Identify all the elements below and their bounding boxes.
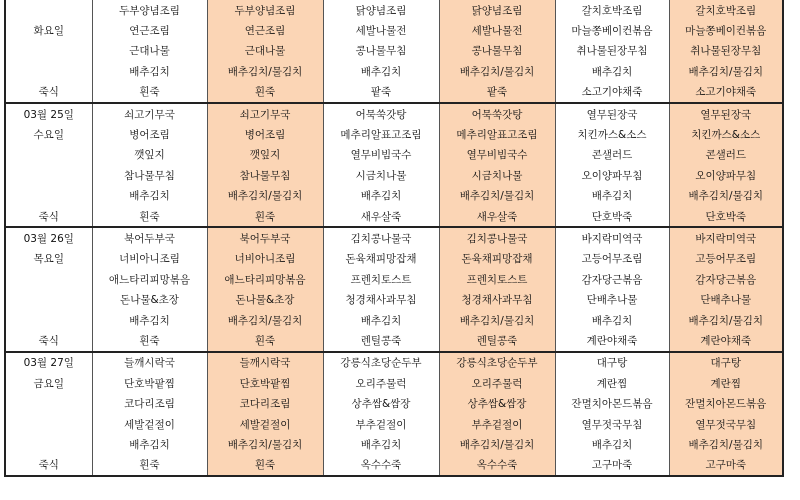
dinner-alt-menu-item: 고등어무조림 <box>669 249 783 269</box>
breakfast-alt-menu-item: 흰죽 <box>207 206 323 227</box>
weekday-label: 금요일 <box>5 373 92 393</box>
day-cell-blank <box>5 165 92 185</box>
lunch-alt-menu-item: 열무비빔국수 <box>439 145 555 165</box>
breakfast-alt-menu-item: 너비아니조림 <box>207 249 323 269</box>
dinner-menu-item: 배추김치 <box>555 186 669 206</box>
menu-row <box>5 414 783 434</box>
breakfast-menu-item: 배추김치 <box>92 434 207 454</box>
breakfast-alt-menu-item: 배추김치/물김치 <box>207 434 323 454</box>
dinner-alt-menu-item: 취나물된장무침 <box>669 41 783 61</box>
dinner-alt-menu-item: 갈치호박조림 <box>669 0 783 20</box>
menu-row <box>5 249 783 269</box>
breakfast-menu-item: 배추김치 <box>92 310 207 330</box>
lunch-alt-menu-item: 어묵쑥갓탕 <box>439 103 555 124</box>
breakfast-alt-menu-item: 들깨시락국 <box>207 352 323 373</box>
dinner-alt-menu-item: 치킨까스&소스 <box>669 124 783 144</box>
menu-row <box>5 269 783 289</box>
dinner-alt-menu-item: 콘샐러드 <box>669 145 783 165</box>
lunch-alt-menu-item: 닭양념조림 <box>439 0 555 20</box>
breakfast-alt-menu-item: 코다리조림 <box>207 393 323 413</box>
lunch-menu-item: 강릉식초당순두부 <box>323 352 439 373</box>
dinner-menu-item: 열무젓국무침 <box>555 414 669 434</box>
breakfast-alt-menu-item: 단호박팥찜 <box>207 373 323 393</box>
lunch-menu-item: 세발나물전 <box>323 20 439 40</box>
lunch-menu-item: 어묵쑥갓탕 <box>323 103 439 124</box>
lunch-menu-item: 배추김치 <box>323 310 439 330</box>
date-label: 03월 26일 <box>5 227 92 248</box>
breakfast-alt-menu-item: 연근조림 <box>207 20 323 40</box>
porridge-label: 죽식 <box>5 330 92 351</box>
weekday-label: 수요일 <box>5 124 92 144</box>
menu-row <box>5 434 783 454</box>
date-label: 03월 25일 <box>5 103 92 124</box>
lunch-alt-menu-item: 세발나물전 <box>439 20 555 40</box>
dinner-alt-menu-item: 오이양파무침 <box>669 165 783 185</box>
lunch-menu-item: 돈육채피망잡채 <box>323 249 439 269</box>
menu-row <box>5 165 783 185</box>
breakfast-alt-menu-item: 배추김치/물김치 <box>207 186 323 206</box>
lunch-alt-menu-item: 강릉식초당순두부 <box>439 352 555 373</box>
dinner-alt-menu-item: 단호박죽 <box>669 206 783 227</box>
dinner-menu-item: 콘샐러드 <box>555 145 669 165</box>
menu-row <box>5 41 783 61</box>
breakfast-menu-item: 애느타리피망볶음 <box>92 269 207 289</box>
menu-row <box>5 206 783 227</box>
dinner-menu-item: 마늘쫑베이컨볶음 <box>555 20 669 40</box>
lunch-alt-menu-item: 김치콩나물국 <box>439 227 555 248</box>
lunch-alt-menu-item: 렌틸콩죽 <box>439 330 555 351</box>
menu-row <box>5 124 783 144</box>
dinner-alt-menu-item: 열무젓국무침 <box>669 414 783 434</box>
dinner-menu-item: 치킨까스&소스 <box>555 124 669 144</box>
menu-row <box>5 61 783 81</box>
breakfast-menu-item: 들깨시락국 <box>92 352 207 373</box>
lunch-menu-item: 메추리알표고조림 <box>323 124 439 144</box>
dinner-menu-item: 열무된장국 <box>555 103 669 124</box>
menu-row <box>5 393 783 413</box>
menu-row <box>5 352 783 373</box>
breakfast-menu-item: 근대나물 <box>92 41 207 61</box>
lunch-menu-item: 새우살죽 <box>323 206 439 227</box>
dinner-menu-item: 감자당근볶음 <box>555 269 669 289</box>
breakfast-menu-item: 흰죽 <box>92 455 207 476</box>
day-cell-blank <box>5 393 92 413</box>
breakfast-menu-item: 배추김치 <box>92 61 207 81</box>
lunch-menu-item: 배추김치 <box>323 434 439 454</box>
breakfast-menu-item: 흰죽 <box>92 330 207 351</box>
dinner-alt-menu-item: 열무된장국 <box>669 103 783 124</box>
dinner-alt-menu-item: 잔멸치아몬드볶음 <box>669 393 783 413</box>
breakfast-menu-item: 흰죽 <box>92 206 207 227</box>
breakfast-menu-item: 연근조림 <box>92 20 207 40</box>
lunch-alt-menu-item: 배추김치/물김치 <box>439 310 555 330</box>
weekday-label: 화요일 <box>5 20 92 40</box>
lunch-menu-item: 청경채사과무침 <box>323 289 439 309</box>
dinner-menu-item: 소고기야채죽 <box>555 82 669 103</box>
dinner-alt-menu-item: 소고기야채죽 <box>669 82 783 103</box>
dinner-menu-item: 바지락미역국 <box>555 227 669 248</box>
menu-row <box>5 103 783 124</box>
menu-row <box>5 82 783 103</box>
day-cell-blank <box>5 310 92 330</box>
lunch-alt-menu-item: 상추쌈&쌈장 <box>439 393 555 413</box>
dinner-menu-item: 배추김치 <box>555 434 669 454</box>
menu-row <box>5 20 783 40</box>
day-cell-blank <box>5 434 92 454</box>
dinner-menu-item: 잔멸치아몬드볶음 <box>555 393 669 413</box>
breakfast-menu-item: 북어두부국 <box>92 227 207 248</box>
porridge-label: 죽식 <box>5 82 92 103</box>
lunch-alt-menu-item: 부추겉절이 <box>439 414 555 434</box>
lunch-alt-menu-item: 새우살죽 <box>439 206 555 227</box>
menu-row <box>5 186 783 206</box>
dinner-menu-item: 계란야채죽 <box>555 330 669 351</box>
dinner-menu-item: 계란찜 <box>555 373 669 393</box>
lunch-alt-menu-item: 배추김치/물김치 <box>439 61 555 81</box>
breakfast-menu-item: 단호박팥찜 <box>92 373 207 393</box>
menu-row <box>5 373 783 393</box>
dinner-alt-menu-item: 배추김치/물김치 <box>669 434 783 454</box>
breakfast-menu-item: 병어조림 <box>92 124 207 144</box>
menu-row <box>5 0 783 20</box>
dinner-alt-menu-item: 계란야채죽 <box>669 330 783 351</box>
breakfast-alt-menu-item: 배추김치/물김치 <box>207 310 323 330</box>
dinner-alt-menu-item: 감자당근볶음 <box>669 269 783 289</box>
day-cell-blank <box>5 61 92 81</box>
lunch-menu-item: 배추김치 <box>323 186 439 206</box>
breakfast-menu-item: 참나물무침 <box>92 165 207 185</box>
dinner-menu-item: 단호박죽 <box>555 206 669 227</box>
lunch-menu-item: 콩나물무침 <box>323 41 439 61</box>
menu-row <box>5 455 783 476</box>
dinner-alt-menu-item: 고구마죽 <box>669 455 783 476</box>
breakfast-alt-menu-item: 흰죽 <box>207 82 323 103</box>
lunch-menu-item: 옥수수죽 <box>323 455 439 476</box>
day-cell-blank <box>5 145 92 165</box>
dinner-alt-menu-item: 마늘쫑베이컨볶음 <box>669 20 783 40</box>
breakfast-alt-menu-item: 애느타리피망볶음 <box>207 269 323 289</box>
day-cell-blank <box>5 0 92 20</box>
menu-row <box>5 227 783 248</box>
dinner-alt-menu-item: 배추김치/물김치 <box>669 61 783 81</box>
lunch-menu-item: 시금치나물 <box>323 165 439 185</box>
day-cell-blank <box>5 186 92 206</box>
menu-row <box>5 289 783 309</box>
weekly-menu-table <box>4 0 784 477</box>
dinner-menu-item: 배추김치 <box>555 61 669 81</box>
breakfast-alt-menu-item: 돈나물&초장 <box>207 289 323 309</box>
lunch-menu-item: 열무비빔국수 <box>323 145 439 165</box>
breakfast-menu-item: 돈나물&초장 <box>92 289 207 309</box>
dinner-menu-item: 취나물된장무침 <box>555 41 669 61</box>
dinner-alt-menu-item: 단배추나물 <box>669 289 783 309</box>
lunch-alt-menu-item: 돈육채피망잡채 <box>439 249 555 269</box>
dinner-menu-item: 단배추나물 <box>555 289 669 309</box>
dinner-menu-item: 오이양파무침 <box>555 165 669 185</box>
dinner-alt-menu-item: 바지락미역국 <box>669 227 783 248</box>
lunch-alt-menu-item: 메추리알표고조림 <box>439 124 555 144</box>
dinner-alt-menu-item: 배추김치/물김치 <box>669 186 783 206</box>
lunch-alt-menu-item: 시금치나물 <box>439 165 555 185</box>
day-cell-blank <box>5 414 92 434</box>
lunch-menu-item: 부추겉절이 <box>323 414 439 434</box>
breakfast-alt-menu-item: 흰죽 <box>207 330 323 351</box>
lunch-alt-menu-item: 콩나물무침 <box>439 41 555 61</box>
day-cell-blank <box>5 289 92 309</box>
lunch-alt-menu-item: 프렌치토스트 <box>439 269 555 289</box>
breakfast-alt-menu-item: 두부양념조림 <box>207 0 323 20</box>
breakfast-menu-item: 배추김치 <box>92 186 207 206</box>
breakfast-alt-menu-item: 근대나물 <box>207 41 323 61</box>
lunch-alt-menu-item: 오리주물럭 <box>439 373 555 393</box>
menu-body <box>5 0 783 476</box>
breakfast-menu-item: 두부양념조림 <box>92 0 207 20</box>
lunch-menu-item: 렌틸콩죽 <box>323 330 439 351</box>
lunch-menu-item: 오리주물럭 <box>323 373 439 393</box>
breakfast-menu-item: 깻잎지 <box>92 145 207 165</box>
weekday-label: 목요일 <box>5 249 92 269</box>
lunch-menu-item: 김치콩나물국 <box>323 227 439 248</box>
breakfast-alt-menu-item: 배추김치/물김치 <box>207 61 323 81</box>
menu-row <box>5 330 783 351</box>
breakfast-alt-menu-item: 쇠고기무국 <box>207 103 323 124</box>
dinner-menu-item: 고구마죽 <box>555 455 669 476</box>
lunch-alt-menu-item: 팥죽 <box>439 82 555 103</box>
menu-row <box>5 310 783 330</box>
breakfast-alt-menu-item: 병어조림 <box>207 124 323 144</box>
breakfast-menu-item: 흰죽 <box>92 82 207 103</box>
lunch-alt-menu-item: 배추김치/물김치 <box>439 186 555 206</box>
day-cell-blank <box>5 269 92 289</box>
breakfast-alt-menu-item: 참나물무침 <box>207 165 323 185</box>
lunch-menu-item: 팥죽 <box>323 82 439 103</box>
dinner-menu-item: 갈치호박조림 <box>555 0 669 20</box>
breakfast-alt-menu-item: 흰죽 <box>207 455 323 476</box>
lunch-alt-menu-item: 배추김치/물김치 <box>439 434 555 454</box>
breakfast-menu-item: 너비아니조림 <box>92 249 207 269</box>
lunch-alt-menu-item: 옥수수죽 <box>439 455 555 476</box>
breakfast-menu-item: 쇠고기무국 <box>92 103 207 124</box>
breakfast-menu-item: 세발겉절이 <box>92 414 207 434</box>
lunch-menu-item: 프렌치토스트 <box>323 269 439 289</box>
lunch-menu-item: 배추김치 <box>323 61 439 81</box>
menu-row <box>5 145 783 165</box>
dinner-alt-menu-item: 대구탕 <box>669 352 783 373</box>
breakfast-menu-item: 코다리조림 <box>92 393 207 413</box>
lunch-menu-item: 닭양념조림 <box>323 0 439 20</box>
dinner-menu-item: 배추김치 <box>555 310 669 330</box>
porridge-label: 죽식 <box>5 206 92 227</box>
breakfast-alt-menu-item: 세발겉절이 <box>207 414 323 434</box>
breakfast-alt-menu-item: 북어두부국 <box>207 227 323 248</box>
day-cell-blank <box>5 41 92 61</box>
lunch-alt-menu-item: 청경채사과무침 <box>439 289 555 309</box>
dinner-menu-item: 고등어무조림 <box>555 249 669 269</box>
porridge-label: 죽식 <box>5 455 92 476</box>
dinner-alt-menu-item: 배추김치/물김치 <box>669 310 783 330</box>
date-label: 03월 27일 <box>5 352 92 373</box>
dinner-menu-item: 대구탕 <box>555 352 669 373</box>
dinner-alt-menu-item: 계란찜 <box>669 373 783 393</box>
lunch-menu-item: 상추쌈&쌈장 <box>323 393 439 413</box>
breakfast-alt-menu-item: 깻잎지 <box>207 145 323 165</box>
